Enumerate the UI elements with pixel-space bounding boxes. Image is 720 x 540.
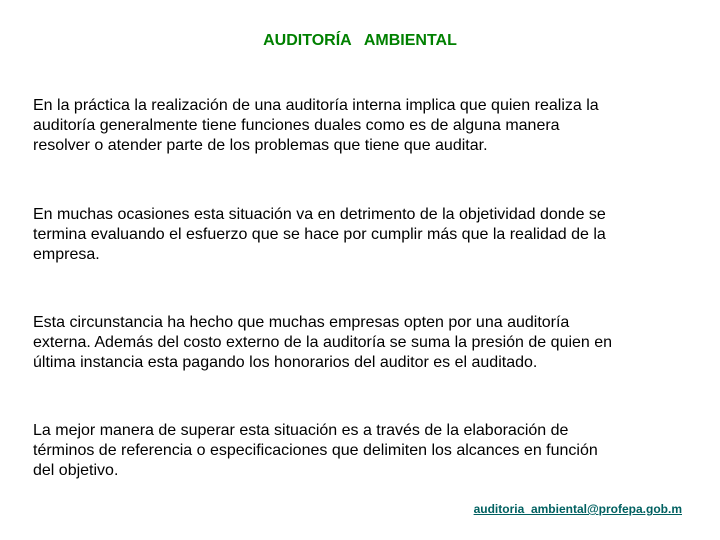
paragraph-line: términos de referencia o especificaciones que delimiten los alcances en función <box>33 442 598 459</box>
paragraph-line: última instancia esta pagando los honorarios del auditor es el auditado. <box>33 354 538 371</box>
paragraph-3 <box>33 313 693 373</box>
paragraph-line: termina evaluando el esfuerzo que se hace por cumplir más que la realidad de la <box>33 226 606 243</box>
paragraph-line: La mejor manera de superar esta situación es a través de la elaboración de <box>33 422 569 439</box>
paragraph-1 <box>33 96 693 156</box>
paragraph-line: En muchas ocasiones esta situación va en detrimento de la objetividad donde se <box>33 206 606 223</box>
paragraph-line: externa. Además del costo externo de la auditoría se suma la presión de quien en <box>33 334 613 351</box>
email-link[interactable]: auditoria_ambiental@profepa.gob.m <box>473 502 682 516</box>
paragraph-2 <box>33 205 693 265</box>
paragraph-line: auditoría generalmente tiene funciones duales como es de alguna manera <box>33 117 560 134</box>
paragraph-line: Esta circunstancia ha hecho que muchas empresas opten por una auditoría <box>33 314 570 331</box>
paragraph-line: empresa. <box>33 246 100 263</box>
paragraph-4 <box>33 421 693 481</box>
paragraph-line: resolver o atender parte de los problemas que tiene que auditar. <box>33 137 488 154</box>
page-title: AUDITORÍA AMBIENTAL <box>263 32 457 49</box>
paragraph-line: En la práctica la realización de una auditoría interna implica que quien realiza la <box>33 97 599 114</box>
paragraph-line: del objetivo. <box>33 462 119 479</box>
